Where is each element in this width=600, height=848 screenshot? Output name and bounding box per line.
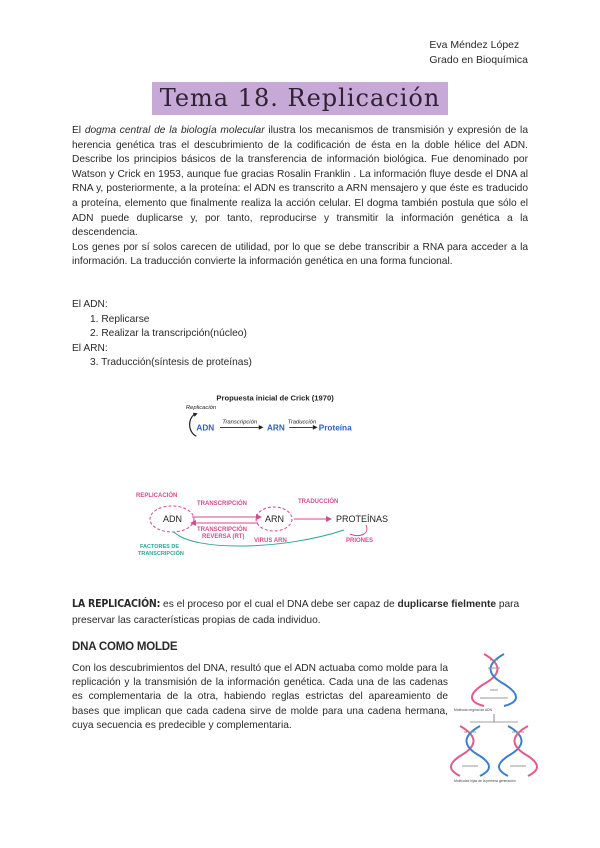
b-label-transcripcion: TRANSCRIPCIÓN xyxy=(197,501,248,507)
dna-fig-top-label: Molécula original de ADN xyxy=(454,708,493,712)
b-label-proteinas: PROTEÍNAS xyxy=(336,514,389,524)
replicacion-lead: LA REPLICACIÓN: xyxy=(72,598,161,610)
figure-title: Propuesta inicial de Crick (1970) xyxy=(216,393,334,403)
author-block xyxy=(429,38,528,68)
daughter-helix-left xyxy=(451,726,489,776)
replicacion-definition xyxy=(72,596,530,629)
dna-replication-figure xyxy=(454,654,534,784)
b-label-arn: ARN xyxy=(265,514,285,524)
label-traduccion: Traducción xyxy=(287,419,317,426)
replicacion-text-a: es el proceso por el cual el DNA debe ser capaz de xyxy=(160,599,398,610)
intro-text xyxy=(72,124,528,270)
b-prion-loop xyxy=(350,525,367,536)
b-label-factores-1: FACTORES DE xyxy=(140,544,180,550)
intro-paragraph-2: Los genes por sí solos carecen de utilidad, por lo que se debe transcribir a RNA para acceder a la información. La traducción convierte la información genética en una forma funcional. xyxy=(72,241,528,268)
extended-dogma-figure xyxy=(134,490,389,560)
b-label-traduccion: TRADUCCIÓN xyxy=(298,499,339,505)
b-label-factores-2: TRANSCRIPCIÓN xyxy=(138,551,184,557)
intro-p1-start: El xyxy=(72,125,85,136)
b-label-virus: VIRUS ARN xyxy=(254,538,287,544)
daughter-helix-right xyxy=(499,726,537,776)
arrow-transcription-head xyxy=(259,425,264,430)
parent-helix xyxy=(472,654,516,706)
page-title: Tema 18. Replicación xyxy=(152,82,449,115)
label-proteina: Proteína xyxy=(318,423,352,433)
function-lists xyxy=(72,298,252,371)
dna-fig-bottom-label: Moléculas hijas de la primera generación xyxy=(454,779,516,783)
author-name: Eva Méndez López xyxy=(429,39,520,51)
b-label-reversa-2: REVERSA (RT) xyxy=(202,534,245,540)
molde-text: Con los descubrimientos del DNA, resultó que el ADN actuaba como molde para la replicación y la transmisión de la información genética. Cada una de las cadenas es complementaria de la otra, habiendo reglas estrictas del apareamiento de bases que implican que cada cadena sirve de molde para una cadena hermana, cuya secuencia es predecible y complementaria. xyxy=(72,663,448,731)
b-arrow-translation-head xyxy=(326,516,332,522)
label-transcripcion: Transcripción xyxy=(222,419,258,426)
replicacion-bold: duplicarse fielmente xyxy=(397,599,496,610)
b-label-replicacion: REPLICACIÓN xyxy=(136,493,178,499)
crick-dogma-figure xyxy=(134,388,380,488)
b-label-priones: PRIONES xyxy=(346,538,374,544)
intro-p1-emphasis: dogma central de la biología molecular xyxy=(84,125,265,136)
list-item: 3. Traducción(síntesis de proteínas) xyxy=(90,357,252,369)
list-item: 1. Replicarse xyxy=(90,313,150,325)
b-label-reversa-1: TRANSCRIPCIÓN xyxy=(197,527,248,533)
b-label-adn: ADN xyxy=(163,514,183,524)
label-arn: ARN xyxy=(267,423,285,433)
list-item: 2. Realizar la transcripción(núcleo) xyxy=(90,328,247,340)
replicacion-text-b: para preservar las características propias de cada individuo. xyxy=(72,599,520,626)
intro-p1-rest: ilustra los mecanismos de transmisión y expresión de la herencia genética tras el descubrimiento de la codificación de ésta en la doble hélice del ADN. Describe los principios básicos de la transferencia de información biológica. Fue denominado por Watson y Crick en 1953, aunque fue gracias Rosalin Franklin . La información fluye desde el DNA al RNA y, posteriormente, a la proteína: el ADN es transcrito a ARN mensajero y que éste es traducido a proteína, elemento que finalmente realiza la acción celular. El dogma también postula que sólo el ADN puede duplicarse y, por tanto, reproducirse y transmitir la información genética a la descendencia. xyxy=(72,125,528,239)
arn-label: El ARN: xyxy=(72,342,108,354)
arrow-translation-head xyxy=(313,425,318,430)
section-heading-molde: DNA COMO MOLDE xyxy=(72,641,178,653)
label-replicacion: Replicación xyxy=(185,405,217,412)
adn-label: El ADN: xyxy=(72,299,108,310)
title-wrap xyxy=(0,82,600,115)
label-adn: ADN xyxy=(196,423,215,433)
intro-paragraph-1 xyxy=(72,124,528,241)
degree-name: Grado en Bioquímica xyxy=(429,54,528,66)
replication-loop xyxy=(190,414,197,436)
